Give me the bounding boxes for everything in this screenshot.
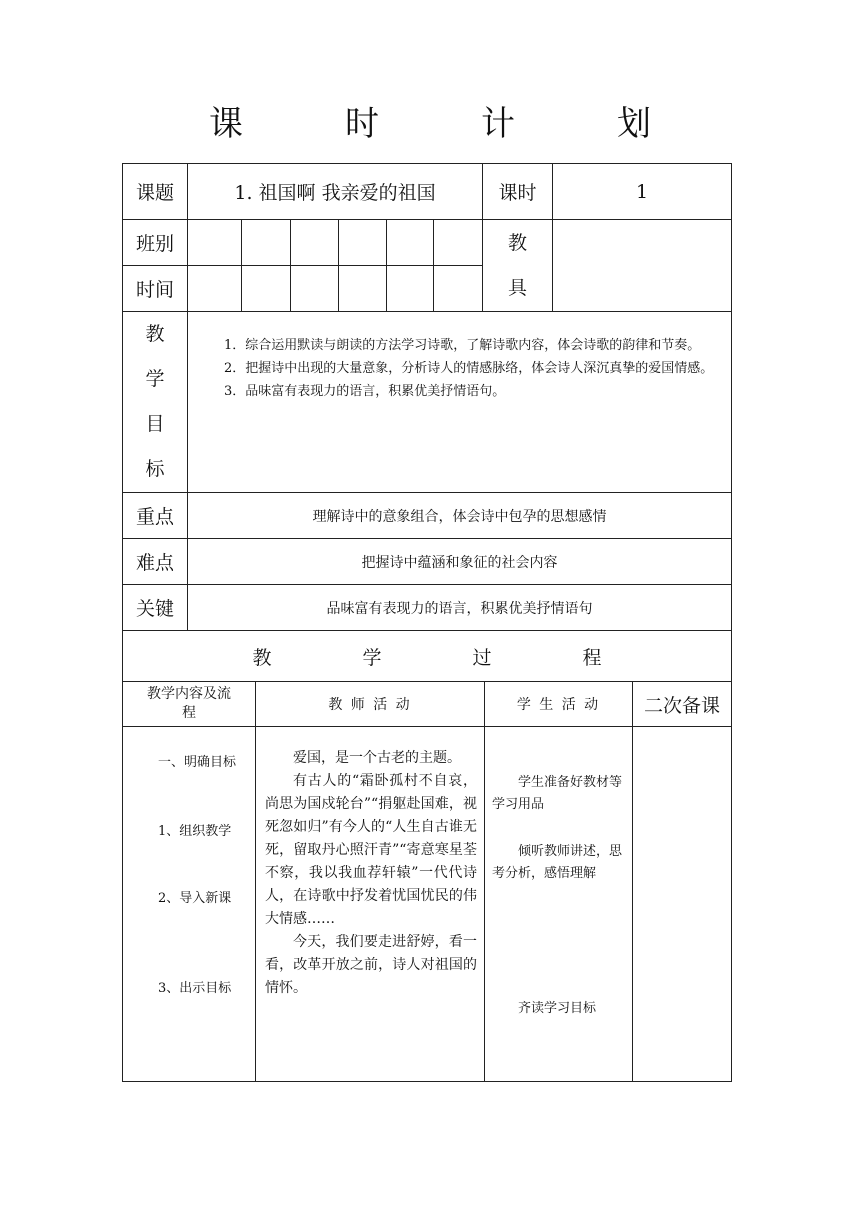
content-header-cell — [122, 681, 256, 727]
class-cell-1 — [187, 219, 242, 266]
class-cell-4 — [338, 219, 387, 266]
student-activity-1 — [492, 772, 626, 816]
student-header: 学 生 活 动 — [516, 697, 601, 713]
goals-label-char-3: 目 — [145, 413, 165, 435]
time-cell-6 — [433, 265, 483, 312]
process-title-char-1: 教 — [252, 646, 272, 669]
goals-label-char-2: 学 — [145, 368, 165, 390]
second-header: 二次备课 — [643, 694, 720, 717]
time-cell-5 — [386, 265, 434, 312]
student-header-cell — [484, 681, 633, 727]
time-cell-4 — [338, 265, 387, 312]
class-cell-3 — [290, 219, 339, 266]
tools-label-char-1: 教 — [507, 231, 527, 254]
tools-value-cell — [552, 219, 732, 312]
student-activity-3 — [492, 998, 626, 1020]
teacher-paragraph-3: 今天，我们要走进舒婷，看一看，改革开放之前，诗人对祖国的情怀。 — [265, 934, 477, 996]
step-1: 一、明确目标 — [158, 755, 237, 770]
goals-label-char-1: 教 — [145, 323, 165, 345]
tools-label-cell — [482, 219, 553, 312]
goal-item-3: 3．品味富有表现力的语言，积累优美抒情语句。 — [224, 384, 506, 399]
class-cell-2 — [241, 219, 291, 266]
class-cell-5 — [386, 219, 434, 266]
difficulty-value: 把握诗中蕴涵和象征的社会内容 — [361, 554, 558, 571]
time-label: 时间 — [135, 279, 174, 301]
time-cell-2 — [241, 265, 291, 312]
class-cell-6 — [433, 219, 483, 266]
difficulty-value-cell — [187, 538, 732, 585]
tools-label-char-2: 具 — [507, 276, 527, 299]
key-point-label: 重点 — [135, 506, 174, 528]
hours-value-cell — [552, 163, 732, 220]
key-value-cell — [187, 584, 732, 631]
process-title-char-4: 程 — [582, 646, 602, 669]
process-title-cell — [122, 630, 732, 682]
class-label-cell — [122, 219, 188, 266]
topic-label-cell — [122, 163, 188, 220]
second-header-cell — [632, 681, 732, 727]
key-point-value: 理解诗中的意象组合，体会诗中包孕的思想感情 — [312, 508, 607, 525]
topic-value: 1. 祖国啊 我亲爱的祖国 — [234, 182, 436, 204]
goals-content-cell — [187, 311, 732, 493]
time-cell-3 — [290, 265, 339, 312]
goals-label-cell — [122, 311, 188, 493]
difficulty-label-cell — [122, 538, 188, 585]
content-header-line-1: 教学内容及流 — [147, 686, 231, 702]
time-cell-1 — [187, 265, 242, 312]
time-label-cell — [122, 265, 188, 312]
teacher-header: 教 师 活 动 — [328, 697, 412, 713]
hours-label: 课时 — [498, 182, 537, 204]
hours-value: 1 — [635, 180, 649, 203]
second-body-cell — [632, 726, 732, 1082]
student-activity-1-text: 学生准备好教材等学习用品 — [492, 775, 623, 812]
topic-value-cell — [187, 163, 483, 220]
key-value: 品味富有表现力的语言，积累优美抒情语句 — [326, 600, 593, 617]
student-activity-2 — [492, 841, 626, 885]
goal-item-1: 1．综合运用默读与朗读的方法学习诗歌，了解诗歌内容，体会诗歌的韵律和节奏。 — [224, 338, 701, 353]
teacher-paragraph-2: 有古人的“霜卧孤村不自哀，尚思为国戍轮台”“捐躯赴国难，视死忽如归”有今人的“人生自古谁无死，留取丹心照汗青”“寄意寒星荃不察，我以我血荐轩辕”一代代诗人，在诗歌中抒发着忧国忧民的伟大情感…… — [265, 773, 477, 927]
process-title-char-3: 过 — [472, 646, 492, 669]
step-2: 1、组织教学 — [158, 824, 232, 839]
topic-label: 课题 — [135, 182, 174, 204]
step-3: 2、导入新课 — [158, 891, 232, 906]
key-point-label-cell — [122, 492, 188, 539]
page-title: 课 时 计 划 — [209, 104, 685, 144]
student-activity-3-text: 齐读学习目标 — [518, 1001, 597, 1016]
teacher-header-cell — [255, 681, 485, 727]
goal-item-2: 2．把握诗中出现的大量意象，分析诗人的情感脉络，体会诗人深沉真挚的爱国情感。 — [224, 361, 714, 376]
key-label: 关键 — [135, 598, 174, 620]
key-label-cell — [122, 584, 188, 631]
content-header-line-2: 程 — [182, 705, 196, 721]
process-title-char-2: 学 — [362, 646, 382, 669]
student-activity-2-text: 倾听教师讲述，思考分析，感悟理解 — [492, 844, 623, 881]
step-4: 3、出示目标 — [158, 981, 232, 996]
teacher-paragraph-1: 爱国，是一个古老的主题。 — [293, 750, 461, 766]
teacher-activity — [265, 747, 477, 1000]
goals-label-char-4: 标 — [145, 458, 165, 480]
key-point-value-cell — [187, 492, 732, 539]
class-label: 班别 — [135, 233, 174, 255]
hours-label-cell — [482, 163, 553, 220]
difficulty-label: 难点 — [135, 552, 174, 574]
